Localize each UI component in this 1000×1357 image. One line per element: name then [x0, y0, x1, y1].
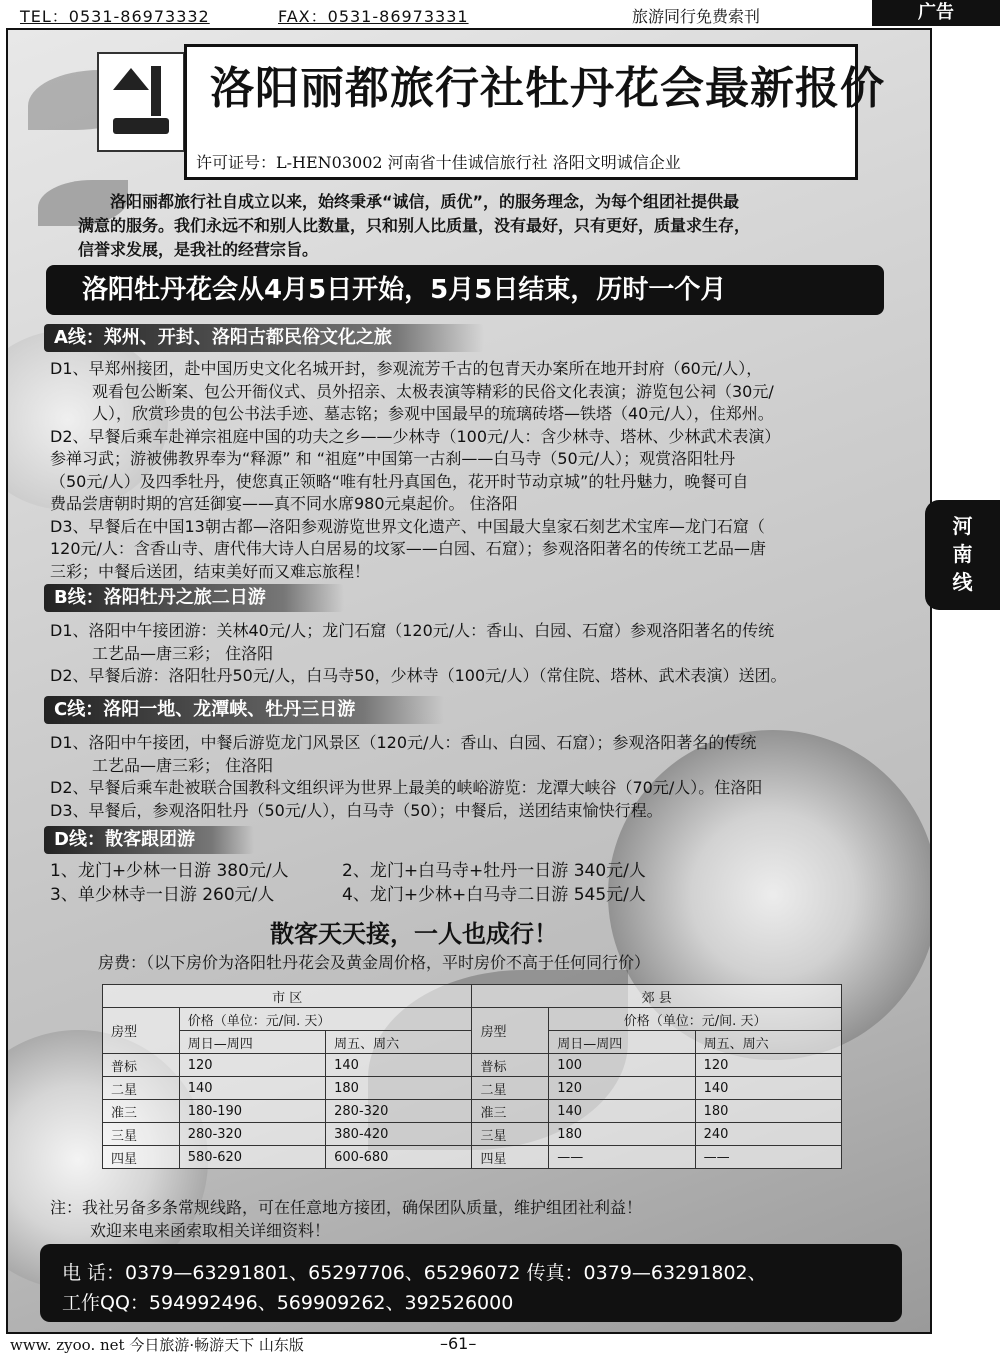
route-line: D2、早餐后游：洛阳牡丹50元/人，白马寺50，少林寺（100元/人）（常住院、塔林、武术表演）送团。 [50, 666, 787, 685]
cell: 380-420 [326, 1123, 472, 1146]
cell: 120 [179, 1054, 325, 1077]
route-line: D2、早餐后乘车赴禅宗祖庭中国的功夫之乡——少林寺（100元/人：含少林寺、塔林、少林武术表演） [50, 426, 781, 446]
table-row [103, 1077, 842, 1100]
route-d-item: 3、单少林寺一日游 260元/人 [50, 885, 275, 905]
contact-bar [40, 1244, 902, 1322]
note-line: 欢迎来电来函索取相关详细资料！ [90, 1221, 331, 1240]
cell: 120 [695, 1054, 841, 1077]
walkin-slogan: 散客天天接，一人也成行！ [270, 920, 558, 948]
route-line: 费品尝唐朝时期的宫廷御宴——真不同水席980元桌起价。 住洛阳 [50, 494, 518, 513]
cell: —— [695, 1146, 841, 1169]
cell: 四星 [103, 1146, 180, 1169]
cell: 四星 [472, 1146, 549, 1169]
route-line: 三彩；中餐后送团，结束美好而又难忘旅程！ [50, 561, 371, 581]
side-tab-char: 河 [952, 514, 973, 538]
page-number: –61– [440, 1334, 477, 1353]
route-line: 120元/人：含香山寺、唐代伟大诗人白居易的坟冢——白园、石窟）；参观洛阳著名的传统工艺品—唐 [50, 539, 766, 558]
route-line: D3、早餐后，参观洛阳牡丹（50元/人），白马寺（50）；中餐后，送团结束愉快行程。 [50, 800, 663, 820]
cell: 280-320 [179, 1123, 325, 1146]
cell: 三星 [472, 1123, 549, 1146]
col-weekday: 周日—周四 [549, 1031, 695, 1054]
intro-line: 洛阳丽都旅行社自成立以来，始终秉承“诚信，质优”，的服务理念，为每个组团社提供最 [110, 192, 740, 211]
cell: 二星 [103, 1077, 180, 1100]
license-line: 许可证号：L-HEN03002 河南省十佳诚信旅行社 洛阳文明诚信企业 [196, 153, 681, 172]
route-d-item: 1、龙门+少林一日游 380元/人 [50, 861, 289, 881]
cell: —— [549, 1146, 695, 1169]
route-b-header: B线：洛阳牡丹之旅二日游 [44, 584, 344, 612]
page-title: 洛阳丽都旅行社牡丹花会最新报价 [210, 63, 885, 114]
route-d-item: 4、龙门+少林+白马寺二日游 545元/人 [342, 885, 646, 905]
contact-phone-line: 电 话：0379—63291801、65297706、65296072 传真：0379—63291802、 [62, 1262, 767, 1284]
route-line: D1、早郑州接团，赴中国历史文化名城开封，参观流芳千古的包青天办案所在地开封府（60元/人）， [50, 359, 763, 378]
route-a-header: A线：郑州、开封、洛阳古都民俗文化之旅 [44, 324, 484, 352]
side-tab-char: 线 [952, 570, 973, 594]
route-a-body [50, 358, 780, 583]
room-rate-table [102, 984, 842, 1169]
cell: 140 [549, 1100, 695, 1123]
route-line: D3、早餐后在中国13朝古都—洛阳参观游览世界文化遗产、中国最大皇家石刻艺术宝库—龙门石窟（ [50, 516, 765, 536]
cell: 240 [695, 1123, 841, 1146]
route-line: D2、早餐后乘车赴被联合国教科文组织评为世界上最美的峡峪游览：龙潭大峡谷（70元/人）。住洛阳 [50, 778, 763, 797]
route-c-header: C线：洛阳一地、龙潭峡、牡丹三日游 [44, 696, 444, 724]
room-price-note: 房费：（以下房价为洛阳牡丹花会及黄金周价格，平时房价不高于任何同行价） [98, 953, 651, 972]
cell: 100 [549, 1054, 695, 1077]
route-line: 工艺品—唐三彩； 住洛阳 [92, 643, 274, 663]
route-line: 观看包公断案、包公开衙仪式、员外招亲、太极表演等精彩的民俗文化表演；游览包公祠（30元/ [92, 381, 774, 401]
route-line: （50元/人）及四季牡丹，使您真正领略“唯有牡丹真国色，花开时节动京城”的牡丹魅力，晚餐可自 [50, 471, 749, 491]
col-price-unit: 价格（单位：元/间. 天） [549, 1008, 842, 1031]
route-d-header: D线：散客跟团游 [44, 826, 254, 854]
closing-note [50, 1196, 642, 1242]
note-line: 注：我社另备多条常规线路，可在任意地方接团，确保团队质量，维护组团社利益！ [50, 1198, 643, 1217]
tel-text: TEL：0531-86973332 [20, 7, 210, 26]
table-row [103, 985, 842, 1008]
cell: 普标 [103, 1054, 180, 1077]
top-bar [0, 0, 1000, 28]
side-tab-char: 南 [952, 542, 973, 566]
route-line: D1、洛阳中午接团游：关林40元/人；龙门石窟（120元/人：香山、白园、石窟）参观洛阳著名的传统 [50, 621, 775, 640]
cell: 准三 [472, 1100, 549, 1123]
cell: 180-190 [179, 1100, 325, 1123]
table-row [103, 1123, 842, 1146]
footer-site: www. zyoo. net 今日旅游·畅游天下 山东版 [10, 1336, 304, 1354]
cell: 120 [549, 1077, 695, 1100]
region-side-tab [925, 500, 1000, 610]
route-line: 参禅习武；游被佛教界奉为“释源” 和 “祖庭”中国第一古刹——白马寺（50元/人）；观赏洛阳牡丹 [50, 449, 736, 468]
intro-line: 信誉求发展，是我社的经营宗旨。 [78, 240, 319, 259]
fax-text: FAX：0531-86973331 [278, 7, 469, 26]
route-line: D1、洛阳中午接团，中餐后游览龙门风景区（120元/人：香山、白园、石窟）；参观洛阳著名的传统 [50, 733, 757, 752]
cell: 三星 [103, 1123, 180, 1146]
intro-line: 满意的服务。我们永远不和别人比数量，只和别人比质量，没有最好，只有更好，质量求生存， [78, 216, 751, 235]
cell: 180 [326, 1077, 472, 1100]
cell: 普标 [472, 1054, 549, 1077]
col-room-type: 房型 [472, 1008, 549, 1054]
route-b-body [50, 620, 787, 688]
cell: 280-320 [326, 1100, 472, 1123]
table-row [103, 1146, 842, 1169]
cell: 580-620 [179, 1146, 325, 1169]
cell: 180 [695, 1100, 841, 1123]
col-weekday: 周日—周四 [179, 1031, 325, 1054]
region-city: 市 区 [103, 985, 472, 1008]
region-suburb: 郊 县 [472, 985, 842, 1008]
route-line: 工艺品—唐三彩； 住洛阳 [92, 755, 274, 775]
cell: 准三 [103, 1100, 180, 1123]
col-weekend: 周五、周六 [695, 1031, 841, 1054]
cell: 600-680 [326, 1146, 472, 1169]
festival-banner: 洛阳牡丹花会从4月5日开始，5月5日结束，历时一个月 [46, 265, 884, 315]
table-row [103, 1100, 842, 1123]
route-d-item: 2、龙门+白马寺+牡丹一日游 340元/人 [342, 861, 646, 881]
col-price-unit: 价格（单位：元/间. 天） [179, 1008, 472, 1031]
route-c-body [50, 732, 762, 822]
route-line: 人），欣赏珍贵的包公书法手迹、墓志铭；参观中国最早的琉璃砖塔—铁塔（40元/人），住郑州。 [92, 404, 774, 423]
cell: 二星 [472, 1077, 549, 1100]
cell: 140 [179, 1077, 325, 1100]
cell: 140 [326, 1054, 472, 1077]
table-row [103, 1008, 842, 1031]
col-weekend: 周五、周六 [326, 1031, 472, 1054]
contact-qq-line: 工作QQ：594992496、569909262、392526000 [62, 1292, 514, 1314]
col-room-type: 房型 [103, 1008, 180, 1054]
company-logo [97, 52, 185, 152]
table-row [103, 1054, 842, 1077]
intro-paragraph [78, 190, 878, 262]
cell: 180 [549, 1123, 695, 1146]
ad-tag: 广告 [872, 0, 1000, 26]
top-slogan: 旅游同行免费索刊 [632, 7, 761, 26]
cell: 140 [695, 1077, 841, 1100]
